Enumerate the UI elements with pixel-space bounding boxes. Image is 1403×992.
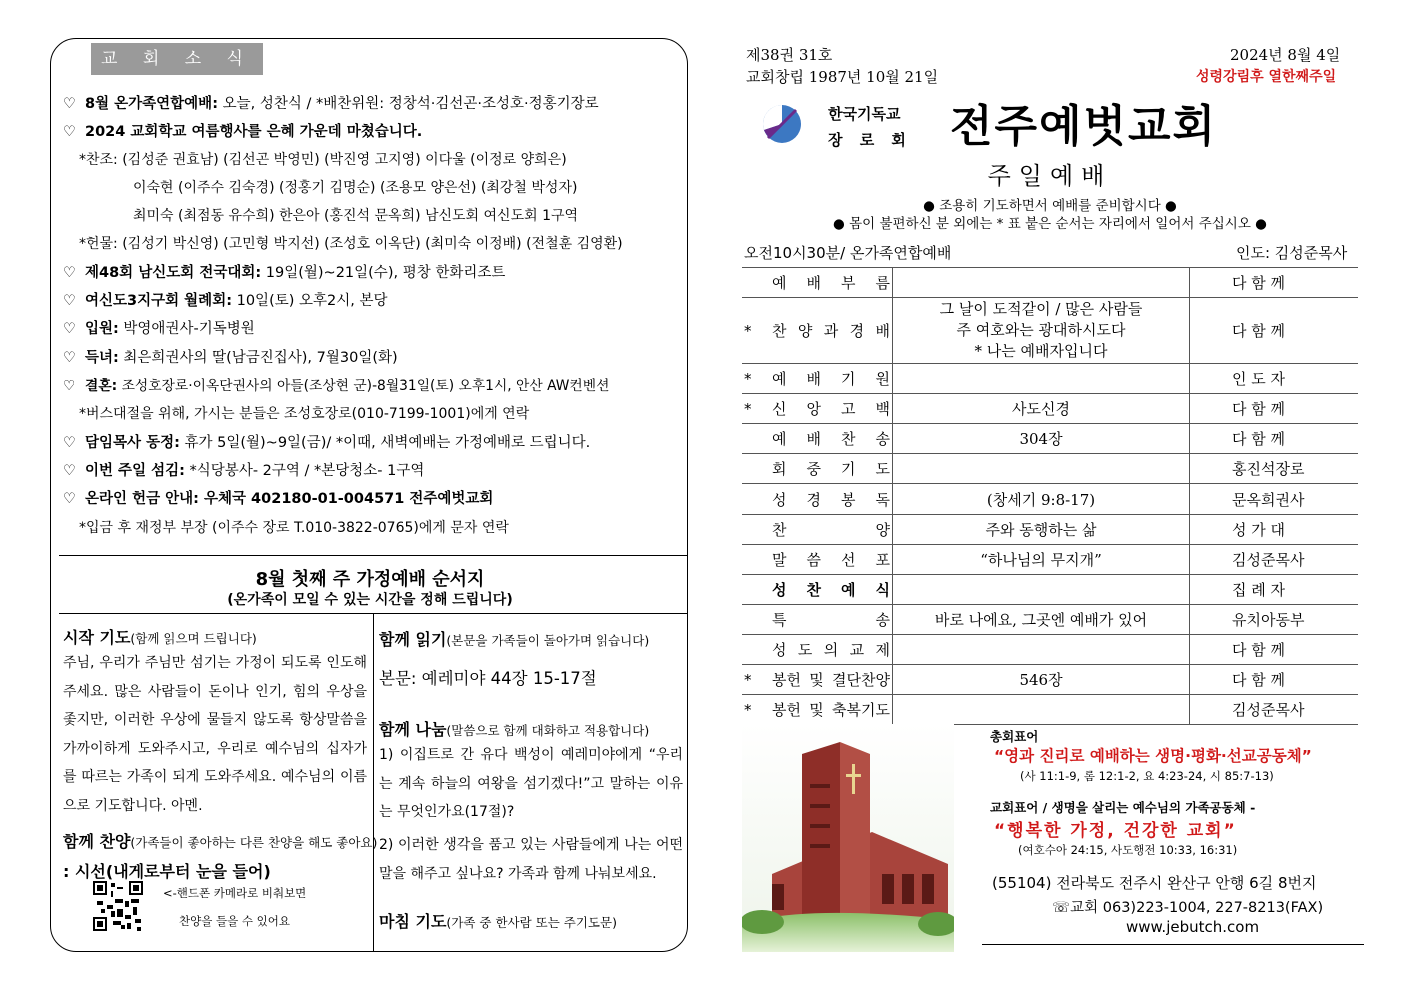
worship-subtitle: (온가족이 모일 수 있는 시간을 정해 드립니다): [227, 592, 513, 608]
order-presenter: 문옥희권사: [1190, 484, 1359, 514]
order-row: [742, 394, 1358, 424]
church-name: 전주예벗교회: [950, 101, 1218, 152]
sharing-question-1: 1) 이집트로 간 유다 백성이 예레미야에게 “우리는 계속 하늘의 여왕을 섬기겠다!”고 말하는 이유는 무엇인가요(17절)?: [379, 747, 683, 820]
order-content: [893, 364, 1190, 394]
chanjo-line: *찬조: (김성준 권효남) (김선곤 박영민) (박진영 고지영) 이다울 (이정로 양희은): [79, 152, 567, 168]
order-item-label: 찬 양 과 경 배: [772, 322, 890, 341]
order-item: [742, 268, 893, 298]
church-website-link[interactable]: www.jebutch.com: [1126, 918, 1260, 936]
news-item: ♡ 2024 교회학교 여름행사를 은혜 가운데 마쳤습니다.: [63, 124, 423, 140]
deposit-note: *입금 후 재정부 부장 (이주수 장로 T.010-3822-0765)에게 문자 연락: [79, 520, 509, 536]
chanjo-line: 이숙현 (이주수 김숙경) (정홍기 김명순) (조용모 양은선) (최강철 박성자): [133, 180, 578, 196]
order-presenter: 김성준목사: [1190, 544, 1359, 574]
church-news-panel: [50, 38, 688, 952]
volume-number: 제38권 31호: [746, 46, 833, 64]
order-row: [742, 604, 1358, 634]
order-row: [742, 514, 1358, 544]
order-item-label: 말 씀 선 포: [772, 550, 890, 569]
order-content: [893, 634, 1190, 664]
order-item-label: 회 중 기 도: [772, 460, 890, 479]
order-presenter: 다 함 께: [1190, 424, 1359, 454]
assembly-motto-label: 총회표어: [990, 729, 1039, 744]
service-notice: ● 몸이 불편하신 분 외에는 * 표 붙은 순서는 자리에서 일어서 주십시오 ●: [833, 216, 1267, 232]
order-row: [742, 665, 1358, 695]
order-presenter: 인 도 자: [1190, 364, 1359, 394]
church-motto: “행복한 가정, 건강한 교회”: [994, 821, 1237, 841]
sharing-heading: 함께 나눔(말씀으로 함께 대화하고 적용합니다): [379, 720, 650, 739]
order-presenter: 김성준목사: [1190, 695, 1359, 725]
order-content: 304장: [893, 424, 1190, 454]
news-item: ♡ 결혼: 조성호장로·이옥단권사의 아들(조상현 군)-8월31일(토) 오후1시, 안산 AW컨벤션: [63, 378, 610, 394]
order-item: [742, 454, 893, 484]
news-item: ♡ 8월 온가족연합예배: 오늘, 성찬식 / *배찬위원: 정창석·김선곤·조성호·정홍기장로: [63, 96, 599, 112]
order-item: [742, 604, 893, 634]
church-motto-refs: (여호수아 24:15, 사도행전 10:33, 16:31): [1018, 843, 1238, 857]
order-item-label: 예 배 찬 송: [772, 430, 890, 449]
service-time: 오전10시30분/ 온가족연합예배: [744, 244, 952, 262]
order-item-label: 봉헌 및 축복기도: [772, 701, 890, 720]
order-item-label: 성 경 봉 독: [772, 490, 890, 509]
closing-prayer-heading: 마침 기도(가족 중 한사람 또는 주기도문): [379, 912, 617, 931]
order-presenter: 집 례 자: [1190, 574, 1359, 604]
assembly-motto-refs: (사 11:1-9, 롬 12:1-2, 요 4:23-24, 시 85:7-13): [1020, 769, 1274, 783]
order-item-label: 찬 양: [772, 520, 890, 539]
stand-mark: *: [744, 670, 752, 689]
order-item-label: 성 찬 예 식: [772, 580, 890, 599]
denomination: 한국기독교 장 로 회: [828, 105, 912, 149]
order-content: (창세기 9:8-17): [893, 484, 1190, 514]
stand-mark: *: [744, 369, 752, 388]
qr-code-icon[interactable]: [93, 881, 143, 931]
sharing-question-2: 2) 이러한 생각을 품고 있는 사람들에게 나는 어떤 말을 해주고 싶나요? 가족과 함께 나눠보세요.: [379, 837, 683, 882]
service-notice: ● 조용히 기도하면서 예배를 준비합시다 ●: [923, 198, 1177, 214]
bus-note: *버스대절을 위해, 가시는 분들은 조성호장로(010-7199-1001)에게 연락: [79, 406, 530, 422]
order-row: [742, 268, 1358, 298]
order-presenter: 성 가 대: [1190, 514, 1359, 544]
church-motto-label: 교회표어 / 생명을 살리는 예수님의 가족공동체 -: [990, 800, 1256, 815]
order-content: [893, 695, 1190, 725]
opening-prayer-heading: 시작 기도(함께 읽으며 드립니다): [63, 628, 257, 647]
divider: [982, 944, 1364, 945]
liturgical-season: 성령강림후 열한째주일: [1196, 69, 1337, 85]
order-presenter: 다 함 께: [1190, 394, 1359, 424]
order-item-label: 신 앙 고 백: [772, 400, 890, 419]
order-item: [742, 574, 893, 604]
worship-title: 8월 첫째 주 가정예배 순서지: [255, 569, 485, 590]
order-item: [742, 484, 893, 514]
order-item-label: 성 도 의 교 제: [772, 640, 890, 659]
church-phone: ☏교회 063)223-1004, 227-8213(FAX): [1052, 900, 1324, 916]
opening-prayer-text: 주님, 우리가 주님만 섬기는 가정이 되도록 인도해 주세요. 많은 사람들이 돈이나 인기, 힘의 우상을 좇지만, 이러한 우상에 물들지 않도록 항상말씀을 가까이하게 도와주시고, 우리로 예수님의 십자가를 따르는 가족이 되게 도와주세요. 예수님의 이름으로 기도합니다. 아멘.: [63, 655, 367, 814]
order-item: [742, 298, 893, 364]
order-of-worship-table: [742, 267, 1358, 725]
order-item-label: 특 송: [772, 610, 890, 629]
order-content: [893, 454, 1190, 484]
order-content: [893, 574, 1190, 604]
order-row: [742, 424, 1358, 454]
qr-note: 찬양을 들을 수 있어요: [179, 914, 290, 928]
founding-date: 교회창립 1987년 10월 21일: [746, 68, 939, 86]
order-presenter: 다 함 께: [1190, 268, 1359, 298]
chanjo-line: 최미숙 (최점동 유수희) 한은아 (홍진석 문옥희) 남신도회 여신도회 1구역: [133, 208, 579, 224]
order-row: [742, 574, 1358, 604]
service-title: 주일예배: [987, 162, 1113, 190]
scripture-reference: 본문: 예레미야 44장 15-17절: [379, 669, 597, 688]
order-row: [742, 364, 1358, 394]
assembly-motto: “영과 진리로 예배하는 생명·평화·선교공동체”: [994, 747, 1312, 765]
service-leader: 인도: 김성준목사: [1236, 244, 1348, 262]
divider: [59, 555, 687, 556]
church-logo-icon: [762, 104, 802, 144]
order-presenter: 홍진석장로: [1190, 454, 1359, 484]
order-row: [742, 695, 1358, 725]
church-building-photo: [742, 724, 954, 952]
news-item: ♡ 입원: 박영애권사-기독병원: [63, 321, 255, 337]
stand-mark: *: [744, 321, 752, 340]
news-item: ♡ 득녀: 최은희권사의 딸(남금진집사), 7월30일(화): [63, 350, 398, 366]
order-content: [893, 268, 1190, 298]
order-item: [742, 364, 893, 394]
praise-song: : 시선(내게로부터 눈을 들어): [63, 862, 271, 881]
order-item: [742, 394, 893, 424]
stand-mark: *: [744, 399, 752, 418]
order-presenter: 다 함 께: [1190, 665, 1359, 695]
news-item: ♡ 이번 주일 섬김: *식당봉사- 2구역 / *본당청소- 1구역: [63, 463, 425, 479]
order-row: [742, 484, 1358, 514]
order-row: [742, 544, 1358, 574]
order-item: [742, 634, 893, 664]
news-item: ♡ 온라인 헌금 안내: 우체국 402180-01-004571 전주예벗교회: [63, 491, 494, 507]
order-item: [742, 514, 893, 544]
praise-heading: 함께 찬양(가족들이 좋아하는 다른 찬양을 해도 좋아요): [63, 832, 378, 851]
order-content: 주와 동행하는 삶: [893, 514, 1190, 544]
order-row: [742, 454, 1358, 484]
news-item: ♡ 여신도3지구회 월례회: 10일(토) 오후2시, 본당: [63, 293, 388, 309]
order-presenter: 유치아동부: [1190, 604, 1359, 634]
order-content: “하나님의 무지개”: [893, 544, 1190, 574]
order-item: [742, 544, 893, 574]
order-item: [742, 665, 893, 695]
order-content: 그 날이 도적같이 / 많은 사람들 주 여호와는 광대하시도다 * 나는 예배자입니다: [893, 298, 1190, 364]
order-content: 사도신경: [893, 394, 1190, 424]
news-item: ♡ 담임목사 동정: 휴가 5일(월)~9일(금)/ *이때, 새벽예배는 가정예배로 드립니다.: [63, 435, 591, 451]
qr-note: <-핸드폰 카메라로 비춰보면: [163, 886, 307, 900]
order-row: [742, 298, 1358, 364]
hunmul-line: *헌물: (김성기 박신영) (고민형 박지선) (조성호 이옥단) (최미숙 이정배) (전철훈 김영환): [79, 236, 623, 252]
order-content: 546장: [893, 665, 1190, 695]
order-content: 바로 나에요, 그곳엔 예배가 있어: [893, 604, 1190, 634]
order-row: [742, 634, 1358, 664]
reading-heading: 함께 읽기(본문을 가족들이 돌아가며 읽습니다): [379, 630, 650, 649]
order-item-label: 예 배 부 름: [772, 274, 890, 293]
order-item-label: 예 배 기 원: [772, 370, 890, 389]
order-presenter: 다 함 께: [1190, 634, 1359, 664]
bulletin-date: 2024년 8월 4일: [1230, 46, 1341, 64]
column-divider: [373, 614, 374, 952]
news-item: ♡ 제48회 남신도회 전국대회: 19일(월)~21일(수), 평창 한화리조트: [63, 265, 506, 281]
order-item-label: 봉헌 및 결단찬양: [772, 671, 890, 690]
order-presenter: 다 함 께: [1190, 298, 1359, 364]
order-item: [742, 424, 893, 454]
church-news-title: 교 회 소 식: [91, 43, 263, 75]
stand-mark: *: [744, 700, 752, 719]
order-item: [742, 695, 893, 725]
church-address: (55104) 전라북도 전주시 완산구 안행 6길 8번지: [992, 874, 1317, 892]
